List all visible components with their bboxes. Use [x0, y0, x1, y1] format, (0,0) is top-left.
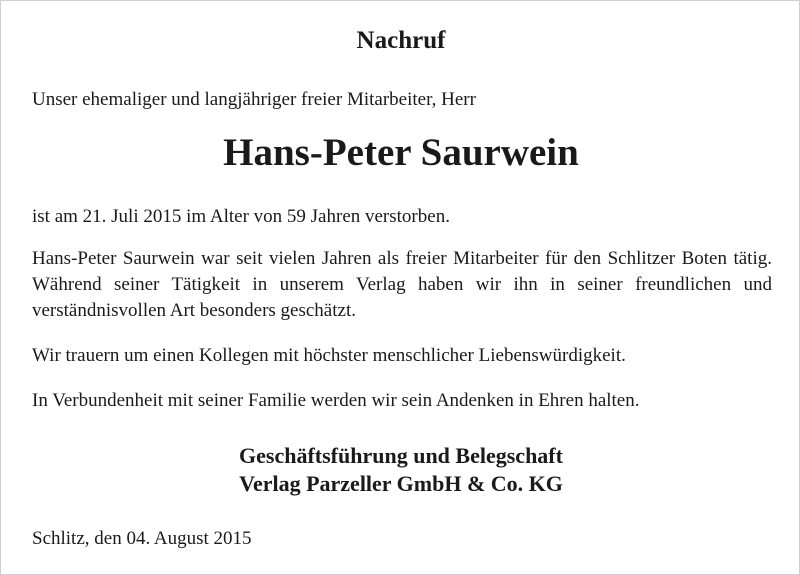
- signature-line-publisher: Verlag Parzeller GmbH & Co. KG: [239, 471, 563, 496]
- deceased-name: Hans-Peter Saurwein: [223, 131, 579, 174]
- mourning-paragraph: Wir trauern um einen Kollegen mit höchster menschlicher Liebenswürdigkeit.: [32, 345, 626, 366]
- remembrance-paragraph: In Verbundenheit mit seiner Familie werden wir sein Andenken in Ehren halten.: [32, 390, 640, 411]
- place-and-date: Schlitz, den 04. August 2015: [32, 528, 252, 549]
- signature-line-management: Geschäftsführung und Belegschaft: [239, 443, 563, 468]
- notice-heading: Nachruf: [356, 27, 446, 54]
- death-statement: ist am 21. Juli 2015 im Alter von 59 Jahren verstorben.: [32, 206, 450, 227]
- intro-text: Unser ehemaliger und langjähriger freier Mitarbeiter, Herr: [32, 89, 476, 110]
- tribute-paragraph: Hans-Peter Saurwein war seit vielen Jahren als freier Mitarbeiter für den Schlitzer Boten tätig. Während seiner Tätigkeit in unserem Verlag haben wir ihn in seiner freundlichen und verständnisvollen Art besonders geschätzt.: [32, 248, 772, 321]
